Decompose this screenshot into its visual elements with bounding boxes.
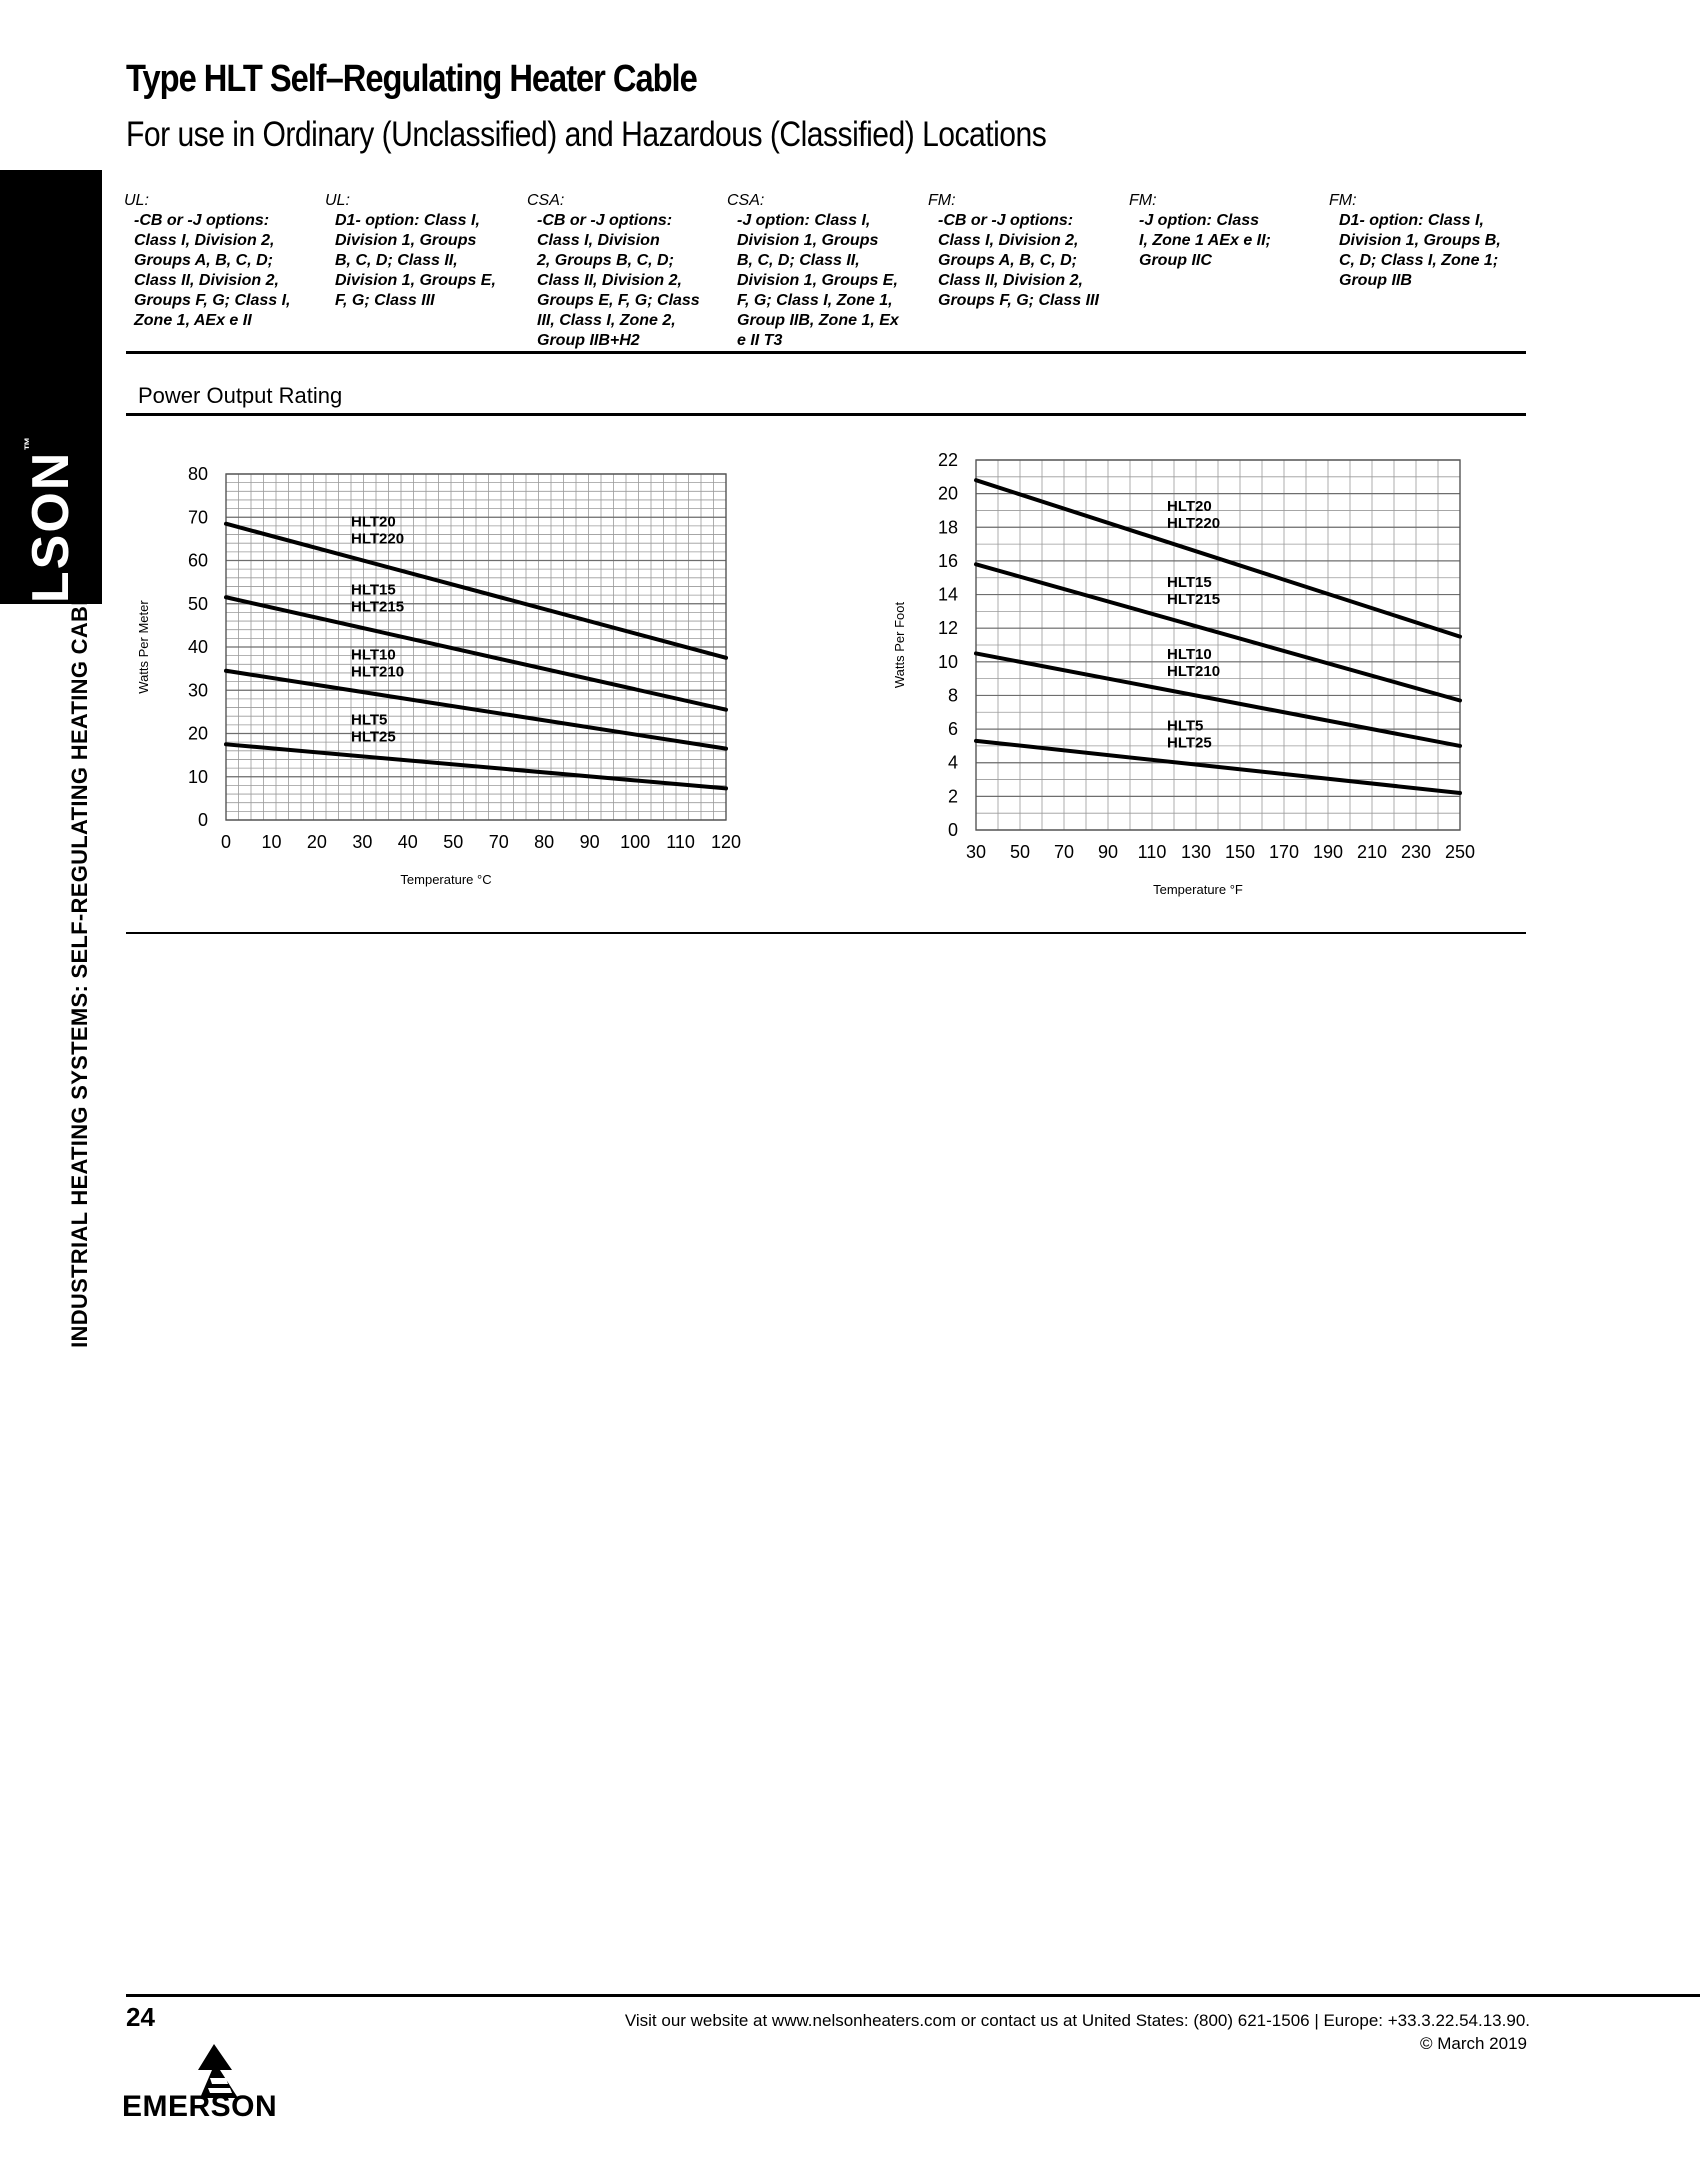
x-tick-label: 130 xyxy=(1180,842,1212,862)
cert-column xyxy=(928,191,1126,311)
x-tick-label: 0 xyxy=(220,832,232,852)
x-axis-label: Temperature °F xyxy=(1153,882,1243,897)
series-label: HLT210 xyxy=(1167,662,1221,680)
series-label: HLT220 xyxy=(351,530,405,548)
x-tick-label: 10 xyxy=(261,832,282,852)
y-tick-label: 10 xyxy=(937,651,958,672)
series-label: HLT215 xyxy=(351,598,405,616)
cert-text xyxy=(527,211,725,351)
x-tick-label: 250 xyxy=(1444,842,1476,862)
trademark-symbol: ™ xyxy=(21,434,37,451)
y-tick-label: 0 xyxy=(947,820,958,840)
y-tick-label: 12 xyxy=(937,618,958,639)
cert-line: Class I, Division xyxy=(537,232,660,249)
y-tick-label: 10 xyxy=(187,766,208,787)
cert-line: Class II, Division 2, xyxy=(938,272,1083,289)
cert-line: F, G; Class I, Zone 1, xyxy=(737,292,893,309)
cert-text xyxy=(928,211,1126,311)
series-label: HLT15 xyxy=(1167,574,1212,592)
cert-line: III, Class I, Zone 2, xyxy=(537,312,676,329)
y-tick-label: 14 xyxy=(937,584,958,605)
x-tick-label: 230 xyxy=(1400,842,1432,862)
x-tick-label: 80 xyxy=(534,832,555,852)
cert-line: -CB or -J options: xyxy=(938,212,1074,229)
y-tick-label: 18 xyxy=(937,517,958,538)
section-side-label: INDUSTRIAL HEATING SYSTEMS: SELF-REGULATING HEATING CABLES xyxy=(67,562,92,1348)
cert-column xyxy=(1329,191,1527,291)
series-label: HLT215 xyxy=(1167,591,1221,609)
page-title: Type HLT Self–Regulating Heater Cable xyxy=(126,58,697,100)
y-tick-label: 60 xyxy=(187,550,208,571)
contact-info: Visit our website at www.nelsonheaters.com or contact us at United States: (800) 621-1506 | Europe: +33.3.22.54.13.90. xyxy=(624,2011,1530,2030)
footer-divider xyxy=(126,1994,1700,1997)
y-axis-label: Watts Per Foot xyxy=(892,601,907,689)
y-tick-label: 50 xyxy=(187,593,208,614)
x-tick-label: 110 xyxy=(666,832,695,852)
copyright: © March 2019 xyxy=(1419,2034,1527,2053)
x-tick-label: 150 xyxy=(1224,842,1256,862)
cert-line: 2, Groups B, C, D; xyxy=(537,252,674,269)
x-tick-label: 50 xyxy=(443,832,464,852)
x-tick-label: 20 xyxy=(306,832,327,852)
y-tick-label: 8 xyxy=(947,685,958,706)
cert-line: Division 1, Groups E, xyxy=(737,272,898,289)
series-label: HLT20 xyxy=(1167,497,1212,515)
brand-name: NELSON xyxy=(22,450,80,680)
x-tick-label: 120 xyxy=(710,832,742,852)
cert-line: Groups E, F, G; Class xyxy=(537,292,700,309)
cert-line: Group IIB xyxy=(1339,272,1412,289)
cert-line: B, C, D; Class II, xyxy=(737,252,860,269)
series-label: HLT210 xyxy=(351,663,405,681)
cert-text xyxy=(1329,211,1527,291)
page-number: 24 xyxy=(126,2002,155,2032)
cert-line: Zone 1, AEx e II xyxy=(134,312,252,329)
x-tick-label: 30 xyxy=(352,832,373,852)
cert-line: F, G; Class III xyxy=(335,292,435,309)
chart-celsius xyxy=(126,450,826,910)
x-tick-label: 50 xyxy=(1009,842,1031,862)
cert-agency: CSA: xyxy=(527,192,565,209)
cert-column xyxy=(527,191,725,351)
y-tick-label: 16 xyxy=(937,550,958,571)
x-tick-label: 170 xyxy=(1268,842,1300,862)
cert-line: -CB or -J options: xyxy=(134,212,270,229)
y-tick-label: 0 xyxy=(197,810,208,830)
cert-agency: CSA: xyxy=(727,192,765,209)
series-label: HLT220 xyxy=(1167,514,1221,532)
series-label: HLT5 xyxy=(351,711,388,729)
x-tick-label: 90 xyxy=(1097,842,1119,862)
cert-line: Class II, Division 2, xyxy=(134,272,279,289)
x-tick-label: 110 xyxy=(1137,842,1167,862)
cert-column xyxy=(124,191,322,331)
x-tick-label: 210 xyxy=(1356,842,1388,862)
cert-line: Group IIB+H2 xyxy=(537,332,640,349)
series-label: HLT15 xyxy=(351,581,396,599)
page-subtitle: For use in Ordinary (Unclassified) and Hazardous (Classified) Locations xyxy=(126,115,1047,154)
series-label: HLT25 xyxy=(1167,734,1212,752)
divider xyxy=(126,932,1526,934)
cert-agency: UL: xyxy=(124,192,149,209)
y-axis-label: Watts Per Meter xyxy=(136,600,151,694)
cert-line: -CB or -J options: xyxy=(537,212,673,229)
cert-line: Groups F, G; Class I, xyxy=(134,292,291,309)
series-label: HLT25 xyxy=(351,728,396,746)
cert-line: -J option: Class xyxy=(1139,212,1260,229)
x-tick-label: 30 xyxy=(965,842,987,862)
cert-line: D1- option: Class I, xyxy=(335,212,480,229)
cert-line: Division 1, Groups xyxy=(335,232,477,249)
y-tick-label: 30 xyxy=(187,680,208,701)
series-label: HLT10 xyxy=(351,646,396,664)
cert-agency: UL: xyxy=(325,192,350,209)
x-tick-label: 90 xyxy=(579,832,600,852)
cert-line: Groups A, B, C, D; xyxy=(134,252,273,269)
x-tick-label: 70 xyxy=(488,832,509,852)
cert-line: Groups A, B, C, D; xyxy=(938,252,1077,269)
x-axis-label: Temperature °C xyxy=(400,872,492,887)
cert-column xyxy=(325,191,523,311)
series-label: HLT5 xyxy=(1167,717,1204,735)
y-tick-label: 40 xyxy=(187,637,208,657)
section-title: Power Output Rating xyxy=(138,383,343,408)
cert-line: D1- option: Class I, xyxy=(1339,212,1484,229)
cert-line: B, C, D; Class II, xyxy=(335,252,458,269)
y-tick-label: 70 xyxy=(187,507,208,528)
cert-line: Group IIB, Zone 1, Ex xyxy=(737,312,899,329)
cert-line: Class I, Division 2, xyxy=(134,232,275,249)
cert-line: -J option: Class I, xyxy=(737,212,871,229)
x-tick-label: 70 xyxy=(1053,842,1075,862)
divider xyxy=(126,413,1526,416)
cert-line: Class II, Division 2, xyxy=(537,272,682,289)
series-label: HLT20 xyxy=(351,513,396,531)
cert-line: Groups F, G; Class III xyxy=(938,292,1099,309)
chart-fahrenheit xyxy=(880,450,1500,910)
cert-text xyxy=(124,211,322,331)
y-tick-label: 20 xyxy=(937,483,958,504)
company-name: EMERSON xyxy=(122,2090,278,2123)
y-tick-label: 4 xyxy=(947,752,958,773)
y-tick-label: 22 xyxy=(937,450,958,470)
divider xyxy=(126,351,1526,354)
cert-column xyxy=(727,191,925,351)
x-tick-label: 40 xyxy=(397,832,418,852)
x-tick-label: 190 xyxy=(1312,842,1344,862)
cert-agency: FM: xyxy=(928,192,956,209)
y-tick-label: 2 xyxy=(947,786,958,807)
cert-line: Division 1, Groups E, xyxy=(335,272,496,289)
cert-line: Division 1, Groups xyxy=(737,232,879,249)
cert-text xyxy=(1129,211,1327,271)
y-tick-label: 6 xyxy=(947,719,958,740)
cert-text xyxy=(325,211,523,311)
cert-agency: FM: xyxy=(1129,192,1157,209)
x-tick-label: 100 xyxy=(620,832,651,852)
cert-line: Group IIC xyxy=(1139,252,1212,269)
cert-column xyxy=(1129,191,1327,271)
cert-line: e II T3 xyxy=(737,332,783,349)
cert-line: Class I, Division 2, xyxy=(938,232,1079,249)
cert-text xyxy=(727,211,925,351)
cert-line: I, Zone 1 AEx e II; xyxy=(1139,232,1271,249)
brand-tab xyxy=(0,170,102,680)
cert-line: C, D; Class I, Zone 1; xyxy=(1339,252,1499,269)
cert-line: Division 1, Groups B, xyxy=(1339,232,1501,249)
cert-agency: FM: xyxy=(1329,192,1357,209)
y-tick-label: 20 xyxy=(187,723,208,744)
series-label: HLT10 xyxy=(1167,645,1212,663)
y-tick-label: 80 xyxy=(187,464,208,484)
